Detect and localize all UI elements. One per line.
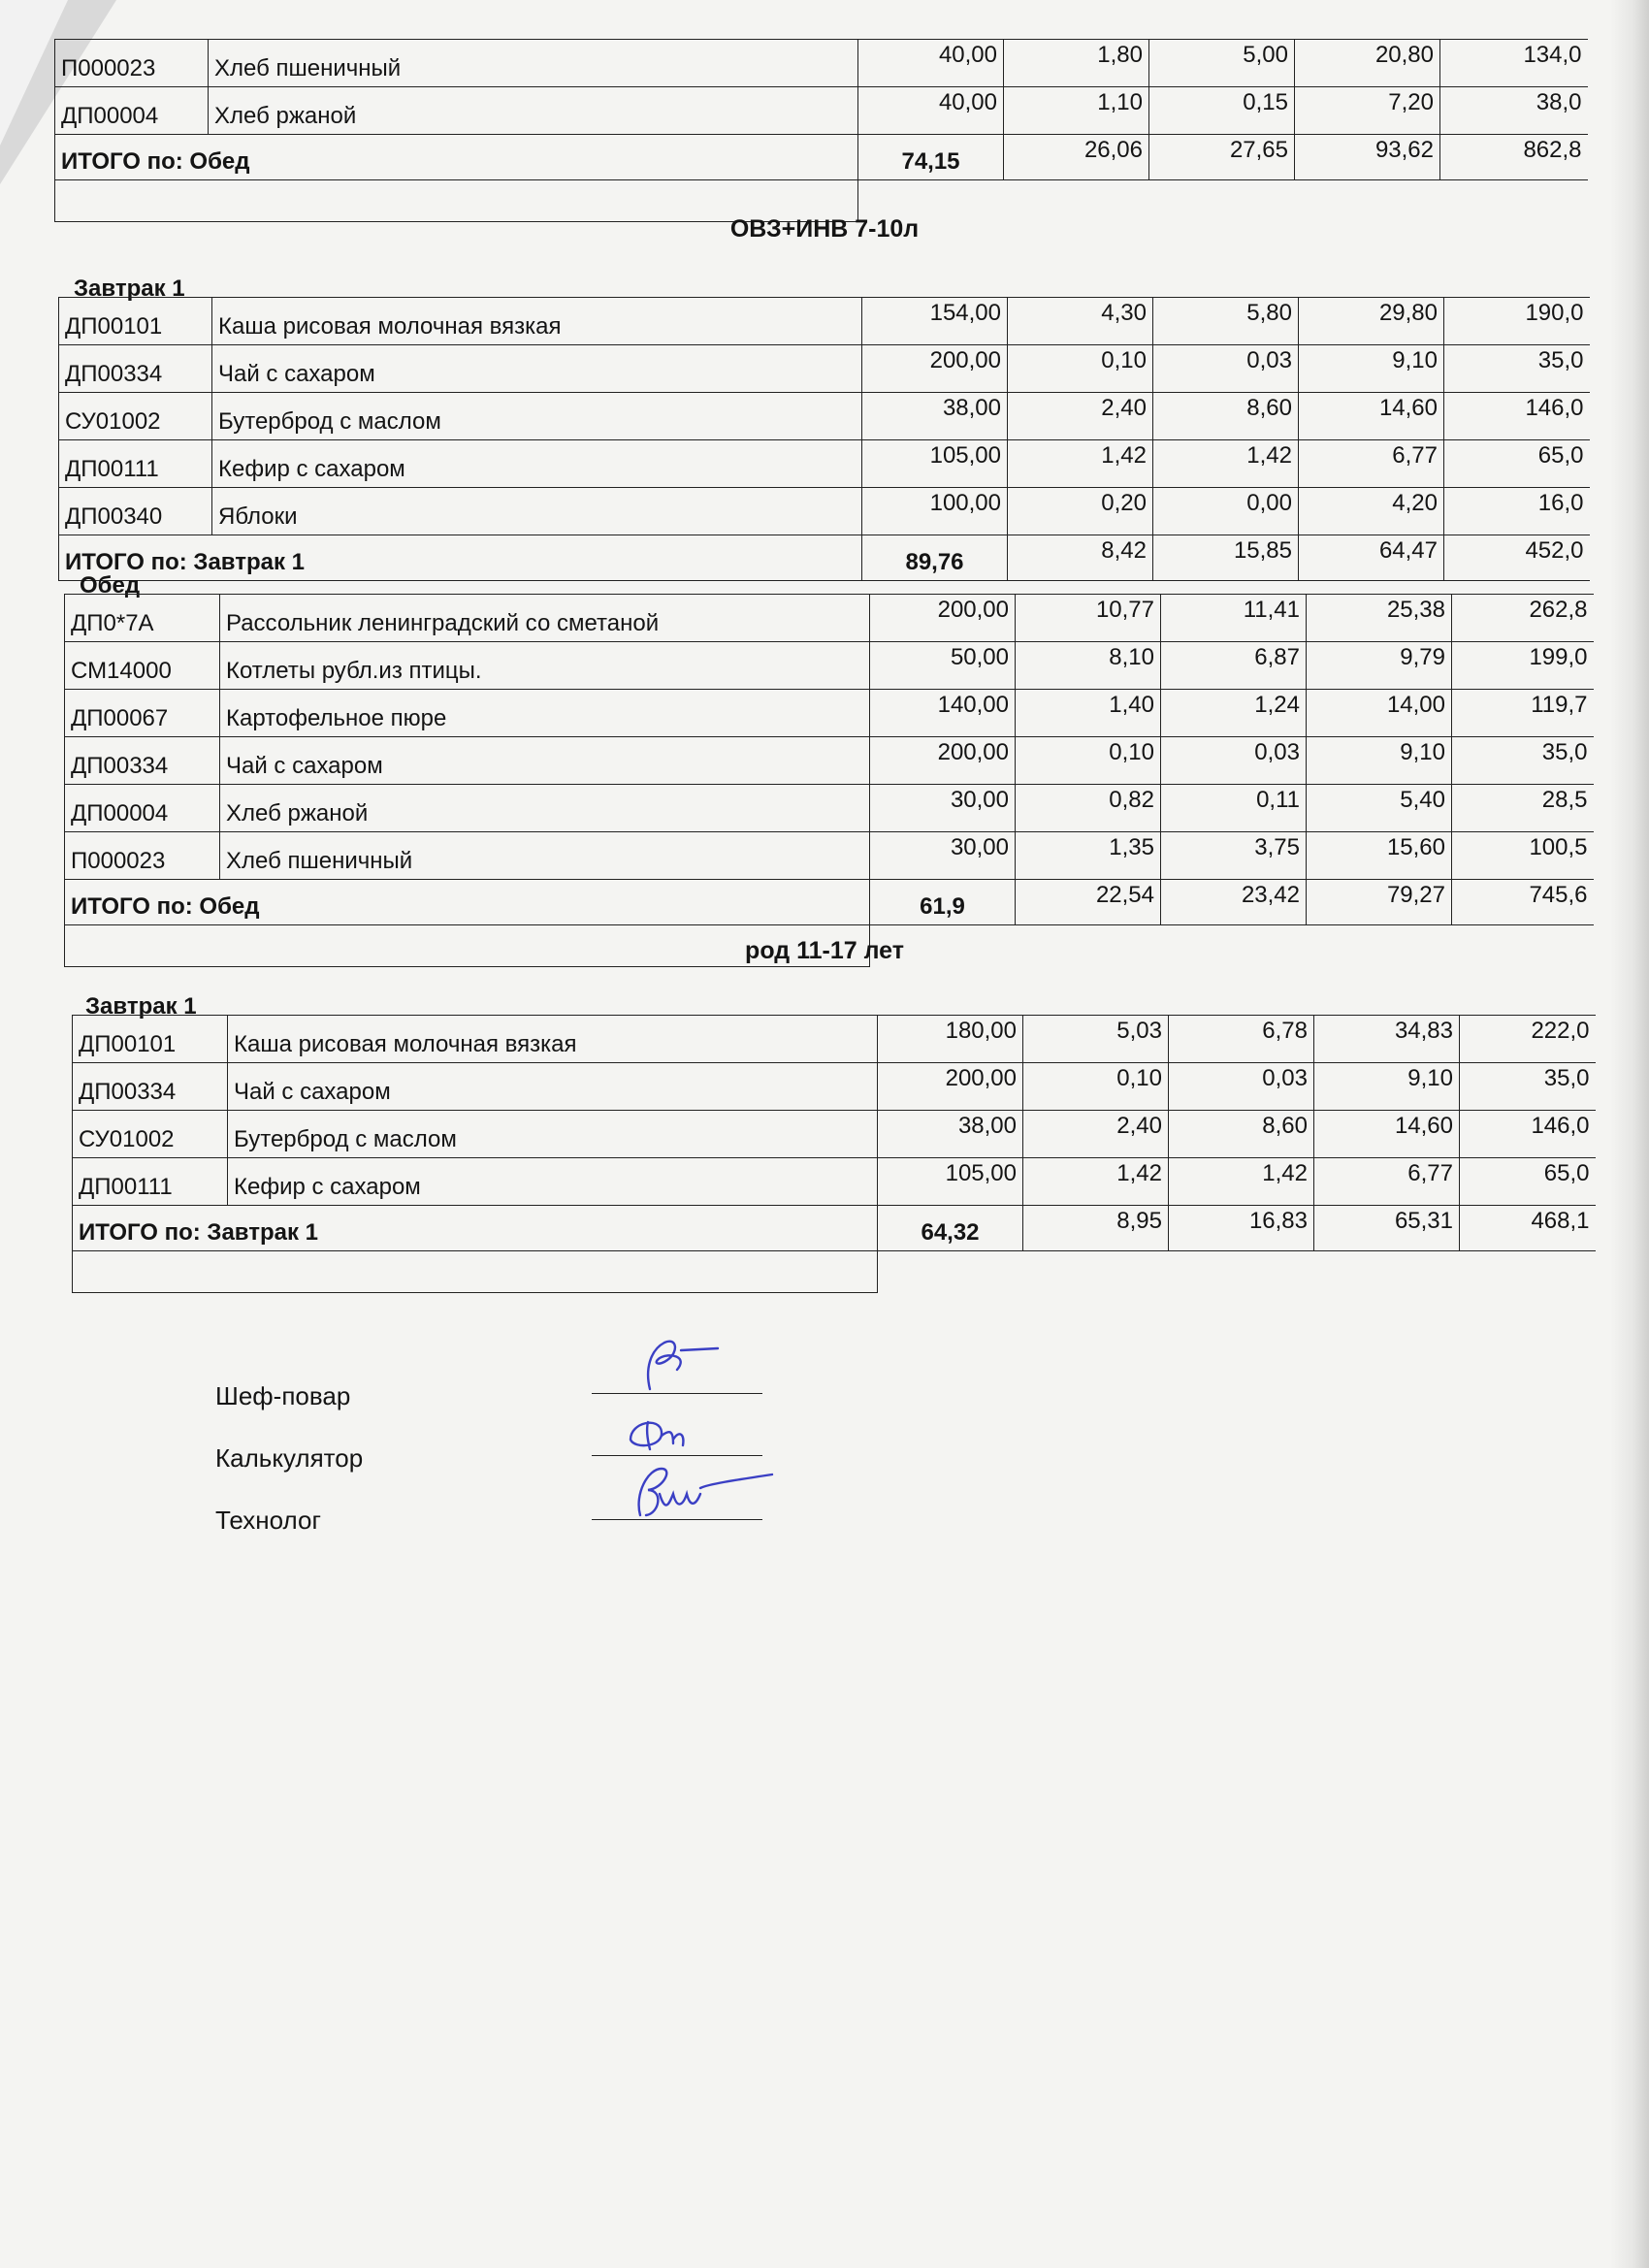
- item-energy: 28,5: [1452, 785, 1594, 832]
- total-proteins: 22,54: [1016, 880, 1161, 925]
- item-fats: 0,00: [1153, 488, 1299, 535]
- item-name: Котлеты рубл.из птицы.: [220, 642, 870, 690]
- item-fats: 8,60: [1153, 393, 1299, 440]
- total-energy: 745,6: [1452, 880, 1594, 925]
- total-carbs: 65,31: [1314, 1206, 1460, 1251]
- item-fats: 0,15: [1149, 87, 1295, 135]
- item-name: Хлеб ржаной: [220, 785, 870, 832]
- item-name: Картофельное пюре: [220, 690, 870, 737]
- item-weight: 154,00: [862, 298, 1008, 345]
- total-fats: 27,65: [1149, 135, 1295, 180]
- item-proteins: 1,42: [1023, 1158, 1169, 1206]
- item-fats: 0,03: [1161, 737, 1307, 785]
- table-row: [55, 40, 1588, 87]
- item-carbs: 14,00: [1307, 690, 1452, 737]
- item-name: Бутерброд с маслом: [228, 1111, 878, 1158]
- item-proteins: 4,30: [1008, 298, 1153, 345]
- item-name: Хлеб ржаной: [209, 87, 858, 135]
- item-code: ДП00111: [73, 1158, 228, 1206]
- item-code: ДП00334: [73, 1063, 228, 1111]
- total-weight: 74,15: [858, 135, 1004, 180]
- item-weight: 105,00: [878, 1158, 1023, 1206]
- item-proteins: 1,80: [1004, 40, 1149, 87]
- item-code: ДП00101: [59, 298, 212, 345]
- item-name: Чай с сахаром: [220, 737, 870, 785]
- total-fats: 16,83: [1169, 1206, 1314, 1251]
- item-energy: 146,0: [1460, 1111, 1596, 1158]
- table-row: [65, 737, 1594, 785]
- item-carbs: 14,60: [1314, 1111, 1460, 1158]
- table-row: [59, 345, 1590, 393]
- item-energy: 222,0: [1460, 1016, 1596, 1063]
- meal-title-breakfast: Завтрак 1: [85, 993, 197, 1020]
- item-code: ДП00004: [65, 785, 220, 832]
- total-carbs: 79,27: [1307, 880, 1452, 925]
- rows-container: [55, 40, 1588, 135]
- item-code: СМ14000: [65, 642, 220, 690]
- item-code: ДП0*7А: [65, 595, 220, 642]
- chef-label: Шеф-повар: [215, 1381, 351, 1410]
- item-fats: 0,03: [1153, 345, 1299, 393]
- item-fats: 3,75: [1161, 832, 1307, 880]
- item-carbs: 34,83: [1314, 1016, 1460, 1063]
- item-energy: 100,5: [1452, 832, 1594, 880]
- item-energy: 38,0: [1440, 87, 1588, 135]
- item-proteins: 0,10: [1016, 737, 1161, 785]
- item-energy: 262,8: [1452, 595, 1594, 642]
- table-row: [73, 1016, 1596, 1063]
- item-code: ДП00340: [59, 488, 212, 535]
- total-row: [73, 1206, 1596, 1251]
- total-weight: 64,32: [878, 1206, 1023, 1251]
- item-carbs: 9,10: [1307, 737, 1452, 785]
- item-proteins: 0,20: [1008, 488, 1153, 535]
- item-fats: 1,24: [1161, 690, 1307, 737]
- blank-cell: [878, 1251, 1596, 1293]
- item-weight: 100,00: [862, 488, 1008, 535]
- item-carbs: 15,60: [1307, 832, 1452, 880]
- technologist-label: Технолог: [215, 1506, 321, 1535]
- item-weight: 180,00: [878, 1016, 1023, 1063]
- item-weight: 200,00: [862, 345, 1008, 393]
- table-row: [65, 785, 1594, 832]
- chef-signature: [592, 1331, 786, 1399]
- item-carbs: 9,10: [1314, 1063, 1460, 1111]
- item-carbs: 5,40: [1307, 785, 1452, 832]
- table-row: [73, 1158, 1596, 1206]
- item-name: Каша рисовая молочная вязкая: [212, 298, 862, 345]
- total-label: ИТОГО по: Обед: [55, 135, 858, 180]
- total-proteins: 8,95: [1023, 1206, 1169, 1251]
- item-name: Хлеб пшеничный: [209, 40, 858, 87]
- table-row: [59, 298, 1590, 345]
- total-label: ИТОГО по: Завтрак 1: [73, 1206, 878, 1251]
- scan-edge-shadow: [1610, 0, 1649, 2268]
- item-fats: 6,87: [1161, 642, 1307, 690]
- total-row: [55, 135, 1588, 180]
- rows-container: [65, 595, 1594, 880]
- table-row: [73, 1063, 1596, 1111]
- item-carbs: 25,38: [1307, 595, 1452, 642]
- item-proteins: 5,03: [1023, 1016, 1169, 1063]
- total-label: ИТОГО по: Завтрак 1: [59, 535, 862, 581]
- item-weight: 105,00: [862, 440, 1008, 488]
- table-row: [65, 642, 1594, 690]
- section-title-11-17: род 11-17 лет: [745, 937, 904, 964]
- item-code: ДП00004: [55, 87, 209, 135]
- item-weight: 38,00: [878, 1111, 1023, 1158]
- item-weight: 40,00: [858, 40, 1004, 87]
- item-energy: 199,0: [1452, 642, 1594, 690]
- item-code: ДП00111: [59, 440, 212, 488]
- item-energy: 65,0: [1460, 1158, 1596, 1206]
- item-energy: 119,7: [1452, 690, 1594, 737]
- item-fats: 1,42: [1153, 440, 1299, 488]
- item-energy: 190,0: [1444, 298, 1590, 345]
- item-proteins: 1,42: [1008, 440, 1153, 488]
- item-proteins: 1,35: [1016, 832, 1161, 880]
- item-carbs: 9,79: [1307, 642, 1452, 690]
- item-weight: 30,00: [870, 832, 1016, 880]
- item-energy: 35,0: [1444, 345, 1590, 393]
- item-weight: 200,00: [870, 595, 1016, 642]
- item-fats: 0,11: [1161, 785, 1307, 832]
- rows-container: [59, 298, 1590, 535]
- item-carbs: 7,20: [1295, 87, 1440, 135]
- total-energy: 452,0: [1444, 535, 1590, 581]
- item-energy: 146,0: [1444, 393, 1590, 440]
- table-row: [65, 690, 1594, 737]
- item-carbs: 20,80: [1295, 40, 1440, 87]
- item-fats: 0,03: [1169, 1063, 1314, 1111]
- total-row: [59, 535, 1590, 581]
- item-fats: 5,80: [1153, 298, 1299, 345]
- total-carbs: 64,47: [1299, 535, 1444, 581]
- item-code: СУ01002: [59, 393, 212, 440]
- item-carbs: 9,10: [1299, 345, 1444, 393]
- item-energy: 16,0: [1444, 488, 1590, 535]
- item-proteins: 0,82: [1016, 785, 1161, 832]
- item-proteins: 2,40: [1023, 1111, 1169, 1158]
- item-name: Бутерброд с маслом: [212, 393, 862, 440]
- total-fats: 23,42: [1161, 880, 1307, 925]
- item-energy: 134,0: [1440, 40, 1588, 87]
- item-fats: 11,41: [1161, 595, 1307, 642]
- item-name: Каша рисовая молочная вязкая: [228, 1016, 878, 1063]
- menu-table-breakfast-7-10: [58, 297, 1590, 581]
- menu-table-lunch-continued: [54, 39, 1588, 222]
- item-name: Рассольник ленинградский со сметаной: [220, 595, 870, 642]
- table-row: [59, 440, 1590, 488]
- item-proteins: 8,10: [1016, 642, 1161, 690]
- technologist-signature: [601, 1455, 795, 1533]
- item-name: Чай с сахаром: [228, 1063, 878, 1111]
- item-name: Кефир с сахаром: [212, 440, 862, 488]
- item-proteins: 0,10: [1008, 345, 1153, 393]
- total-energy: 862,8: [1440, 135, 1588, 180]
- total-proteins: 8,42: [1008, 535, 1153, 581]
- item-weight: 38,00: [862, 393, 1008, 440]
- table-row: [59, 393, 1590, 440]
- meal-title-lunch: Обед: [80, 572, 141, 599]
- item-weight: 50,00: [870, 642, 1016, 690]
- table-row: [65, 595, 1594, 642]
- item-proteins: 1,40: [1016, 690, 1161, 737]
- item-carbs: 14,60: [1299, 393, 1444, 440]
- calculator-label: Калькулятор: [215, 1443, 364, 1473]
- item-name: Яблоки: [212, 488, 862, 535]
- item-code: П000023: [65, 832, 220, 880]
- total-proteins: 26,06: [1004, 135, 1149, 180]
- total-energy: 468,1: [1460, 1206, 1596, 1251]
- item-code: СУ01002: [73, 1111, 228, 1158]
- item-proteins: 1,10: [1004, 87, 1149, 135]
- item-fats: 6,78: [1169, 1016, 1314, 1063]
- item-fats: 5,00: [1149, 40, 1295, 87]
- blank-row: [73, 1251, 1596, 1293]
- total-carbs: 93,62: [1295, 135, 1440, 180]
- item-weight: 30,00: [870, 785, 1016, 832]
- item-proteins: 0,10: [1023, 1063, 1169, 1111]
- total-weight: 89,76: [862, 535, 1008, 581]
- total-row: [65, 880, 1594, 925]
- item-code: ДП00101: [73, 1016, 228, 1063]
- item-carbs: 6,77: [1299, 440, 1444, 488]
- item-energy: 35,0: [1460, 1063, 1596, 1111]
- blank-cell: [73, 1251, 878, 1293]
- meal-title-breakfast: Завтрак 1: [74, 275, 185, 302]
- item-fats: 1,42: [1169, 1158, 1314, 1206]
- calculator-signature: [592, 1401, 786, 1463]
- item-carbs: 6,77: [1314, 1158, 1460, 1206]
- menu-table-breakfast-11-17: [72, 1015, 1596, 1293]
- table-row: [59, 488, 1590, 535]
- item-energy: 35,0: [1452, 737, 1594, 785]
- total-fats: 15,85: [1153, 535, 1299, 581]
- item-proteins: 2,40: [1008, 393, 1153, 440]
- item-name: Кефир с сахаром: [228, 1158, 878, 1206]
- table-row: [55, 87, 1588, 135]
- item-proteins: 10,77: [1016, 595, 1161, 642]
- item-weight: 40,00: [858, 87, 1004, 135]
- item-code: ДП00334: [59, 345, 212, 393]
- item-weight: 140,00: [870, 690, 1016, 737]
- item-code: П000023: [55, 40, 209, 87]
- item-energy: 65,0: [1444, 440, 1590, 488]
- item-code: ДП00334: [65, 737, 220, 785]
- table-row: [65, 832, 1594, 880]
- item-name: Хлеб пшеничный: [220, 832, 870, 880]
- section-title-ovz-inv: ОВЗ+ИНВ 7-10л: [729, 215, 920, 243]
- menu-table-lunch-7-10: [64, 594, 1594, 967]
- item-fats: 8,60: [1169, 1111, 1314, 1158]
- item-weight: 200,00: [870, 737, 1016, 785]
- item-carbs: 4,20: [1299, 488, 1444, 535]
- total-weight: 61,9: [870, 880, 1016, 925]
- item-carbs: 29,80: [1299, 298, 1444, 345]
- item-weight: 200,00: [878, 1063, 1023, 1111]
- rows-container: [73, 1016, 1596, 1206]
- total-label: ИТОГО по: Обед: [65, 880, 870, 925]
- table-row: [73, 1111, 1596, 1158]
- item-code: ДП00067: [65, 690, 220, 737]
- item-name: Чай с сахаром: [212, 345, 862, 393]
